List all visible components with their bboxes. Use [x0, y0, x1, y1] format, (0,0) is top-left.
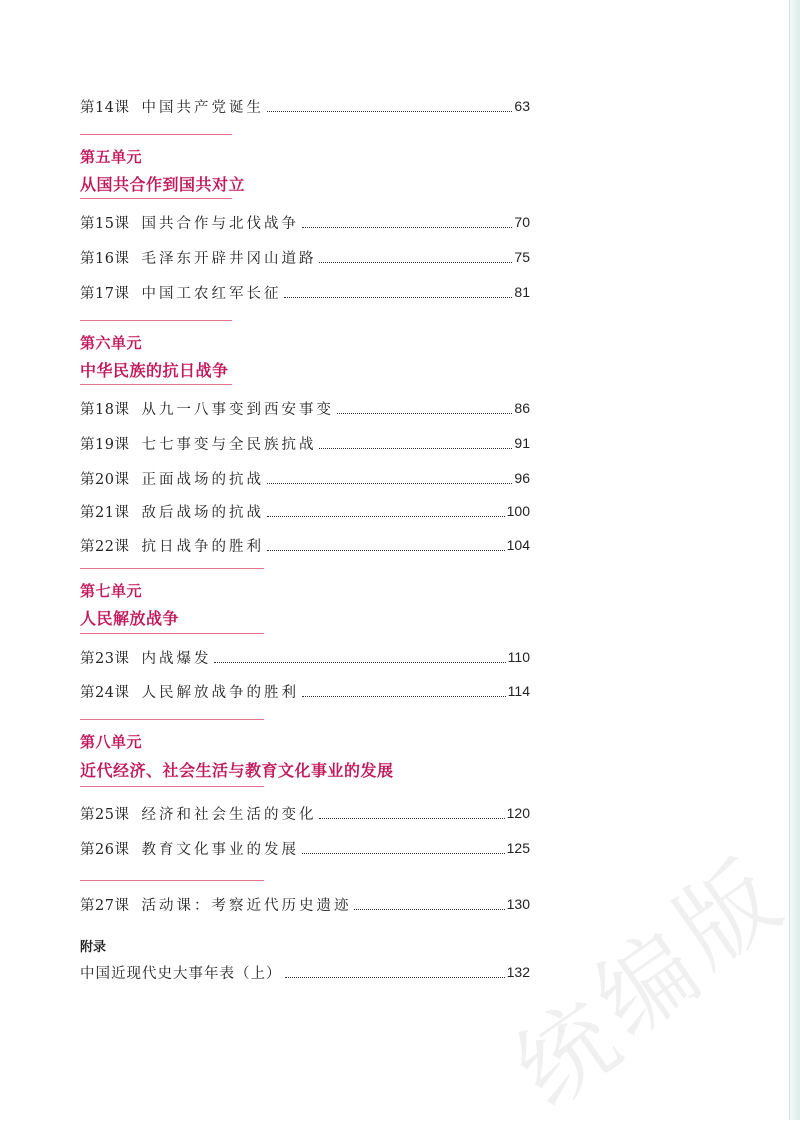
section-divider	[80, 880, 264, 881]
dot-leader	[267, 516, 505, 517]
toc-entry-lesson-22[interactable]	[80, 533, 530, 557]
page-number: 114	[507, 683, 530, 699]
toc-entry-lesson-18[interactable]	[80, 396, 530, 420]
lesson-number: 第26课	[80, 841, 130, 858]
lesson-number: 第19课	[80, 436, 130, 453]
dot-leader	[267, 483, 512, 484]
lesson-title: 敌后战场的抗战	[141, 504, 264, 521]
unit-title[interactable]: 近代经济、社会生活与教育文化事业的发展	[80, 761, 394, 780]
unit-title[interactable]: 从国共合作到国共对立	[80, 175, 246, 194]
lesson-title: 七七事变与全民族抗战	[141, 436, 317, 453]
lesson-title: 正面战场的抗战	[141, 471, 264, 488]
lesson-title: 教育文化事业的发展	[141, 841, 299, 858]
lesson-title: 毛泽东开辟井冈山道路	[141, 250, 317, 267]
toc-entry-lesson-19[interactable]	[80, 431, 530, 455]
lesson-number: 第21课	[80, 504, 130, 521]
lesson-title: 内战爆发	[141, 650, 212, 667]
lesson-title: 从九一八事变到西安事变	[141, 401, 334, 418]
unit-divider-top	[80, 568, 264, 569]
dot-leader	[319, 262, 512, 263]
unit-divider-bottom	[80, 633, 264, 634]
watermark-char: 版	[655, 841, 799, 989]
lesson-number: 第22课	[80, 538, 130, 555]
toc-entry-lesson-24[interactable]	[80, 679, 530, 703]
page-edge-strip	[790, 0, 800, 1120]
page-number: 63	[514, 98, 530, 114]
lesson-number: 第20课	[80, 471, 130, 488]
toc-entry-lesson-20[interactable]	[80, 466, 530, 490]
lesson-title: 经济和社会生活的变化	[141, 806, 317, 823]
unit-divider-bottom	[80, 198, 232, 199]
unit-divider-bottom	[80, 384, 232, 385]
dot-leader	[302, 853, 505, 854]
lesson-number: 第18课	[80, 401, 130, 418]
unit-divider-top	[80, 134, 232, 135]
page-number: 75	[514, 249, 530, 265]
lesson-number: 第17课	[80, 285, 130, 302]
page-number: 81	[514, 284, 530, 300]
lesson-title: 活动课：考察近代历史遗迹	[141, 897, 352, 914]
lesson-number: 第16课	[80, 250, 130, 267]
watermark	[495, 830, 800, 1129]
lesson-number: 第23课	[80, 650, 130, 667]
toc-entry-lesson-17[interactable]	[80, 280, 530, 304]
toc-entry-lesson-25[interactable]	[80, 801, 530, 825]
page-number: 130	[506, 896, 530, 912]
watermark-char: 编	[575, 911, 719, 1059]
lesson-number: 第27课	[80, 897, 130, 914]
page-number: 91	[514, 435, 530, 451]
lesson-number: 第15课	[80, 215, 130, 232]
unit-divider-top	[80, 320, 232, 321]
page-number: 86	[514, 400, 530, 416]
appendix-label: 附录	[80, 939, 107, 954]
dot-leader	[337, 413, 512, 414]
dot-leader	[285, 977, 505, 978]
toc-entry-appendix[interactable]	[80, 960, 530, 984]
toc-entry-lesson-21[interactable]	[80, 499, 530, 523]
lesson-title: 抗日战争的胜利	[141, 538, 264, 555]
toc-entry-lesson-26[interactable]	[80, 836, 530, 860]
dot-leader	[302, 227, 512, 228]
unit-label: 第七单元	[80, 582, 143, 600]
toc-entry-lesson-15[interactable]	[80, 210, 530, 234]
dot-leader	[284, 297, 512, 298]
dot-leader	[267, 550, 505, 551]
unit-title[interactable]: 中华民族的抗日战争	[80, 361, 229, 380]
lesson-number: 第25课	[80, 806, 130, 823]
unit-label: 第八单元	[80, 733, 143, 751]
page-number: 70	[514, 214, 530, 230]
dot-leader	[319, 818, 504, 819]
lesson-title: 人民解放战争的胜利	[141, 684, 299, 701]
dot-leader	[319, 448, 512, 449]
toc-entry-lesson-27[interactable]	[80, 892, 530, 916]
lesson-number: 第14课	[80, 99, 130, 116]
unit-title[interactable]: 人民解放战争	[80, 609, 180, 628]
page-number: 104	[506, 537, 530, 553]
dot-leader	[354, 909, 504, 910]
dot-leader	[214, 662, 505, 663]
dot-leader	[302, 696, 506, 697]
unit-label: 第六单元	[80, 334, 143, 352]
lesson-title: 中国共产党诞生	[141, 99, 264, 116]
page-number: 110	[507, 649, 530, 665]
page-number: 120	[506, 805, 530, 821]
toc-entry-lesson-14[interactable]	[80, 94, 530, 118]
unit-label: 第五单元	[80, 148, 143, 166]
toc-entry-lesson-23[interactable]	[80, 645, 530, 669]
lesson-title: 国共合作与北伐战争	[141, 215, 299, 232]
lesson-title: 中国工农红军长征	[141, 285, 282, 302]
page-number: 125	[506, 840, 530, 856]
toc-entry-lesson-16[interactable]	[80, 245, 530, 269]
page-number: 96	[514, 470, 530, 486]
unit-divider-bottom	[80, 786, 264, 787]
unit-divider-top	[80, 719, 264, 720]
page-number: 100	[506, 503, 530, 519]
dot-leader	[267, 111, 512, 112]
appendix-title: 中国近现代史大事年表（上）	[80, 965, 282, 982]
page-number: 132	[506, 964, 530, 980]
watermark-char: 统	[495, 981, 639, 1129]
lesson-number: 第24课	[80, 684, 130, 701]
